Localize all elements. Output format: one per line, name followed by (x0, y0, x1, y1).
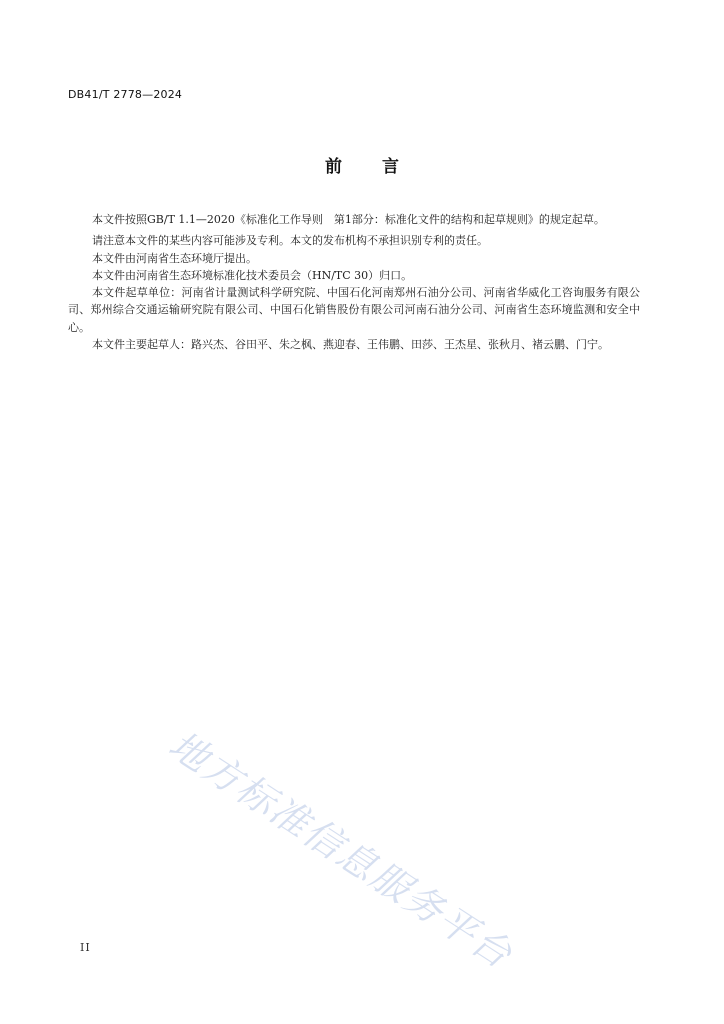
document-code: DB41/T 2778—2024 (68, 88, 183, 101)
page-number: II (80, 941, 91, 954)
paragraph-drafting-units: 本文件起草单位：河南省计量测试科学研究院、中国石化河南郑州石油分公司、河南省华威化工咨询服务有限公司、郑州综合交通运输研究院有限公司、中国石化销售股份有限公司河南石油分公司、河南省生态环境监测和安全中心。 (68, 286, 640, 334)
foreword-body (68, 211, 640, 353)
page-title (0, 152, 724, 177)
paragraph-drafting-basis: 本文件按照GB/T 1.1—2020《标准化工作导则 第1部分：标准化文件的结构和起草规则》的规定起草。 (92, 213, 605, 226)
title-char-2: 言 (382, 157, 399, 177)
title-char-1: 前 (325, 157, 342, 177)
watermark: 地方标准信息服务平台 (161, 722, 521, 978)
paragraph-technical-committee: 本文件由河南省生态环境标准化技术委员会（HN/TC 30）归口。 (92, 268, 413, 282)
paragraph-patent-notice: 请注意本文件的某些内容可能涉及专利。本文的发布机构不承担识别专利的责任。 (92, 234, 488, 248)
paragraph-proposer: 本文件由河南省生态环境厅提出。 (92, 251, 257, 265)
paragraph-drafters: 本文件主要起草人：路兴杰、谷田平、朱之枫、燕迎春、王伟鹏、田莎、王杰星、张秋月、褚云鹏、门宁。 (92, 338, 609, 352)
